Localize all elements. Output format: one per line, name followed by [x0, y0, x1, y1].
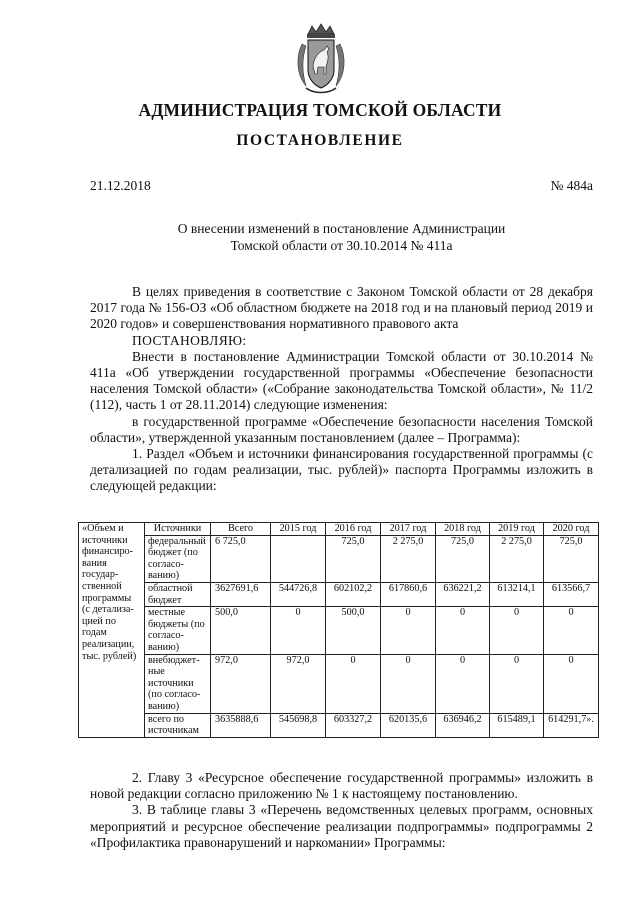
value-cell: 725,0: [544, 535, 599, 582]
table-header-cell: Всего: [211, 523, 271, 536]
source-cell: федеральный бюджет (по согласо- ванию): [145, 535, 211, 582]
value-cell: 545698,8: [271, 713, 326, 737]
table-header-cell: Источники: [145, 523, 211, 536]
table-row-total: [79, 713, 599, 737]
table-header-cell: 2019 год: [490, 523, 544, 536]
table-row: [79, 582, 599, 606]
value-cell: 500,0: [211, 607, 271, 654]
value-cell: 0: [436, 654, 490, 713]
value-cell: 0: [381, 607, 436, 654]
paragraph-amend: Внести в постановление Администрации Томской области от 30.10.2014 № 411а «Об утверждении государственной программы «Обеспечение безопасности населения Томской области» («Собрание законодательства Томской области», № 11/2 (112), часть 1 от 28.11.2014) следующие изменения:: [90, 348, 593, 413]
table-header-cell: 2018 год: [436, 523, 490, 536]
table-row: [79, 654, 599, 713]
document-body: [90, 284, 593, 495]
organization-title: АДМИНИСТРАЦИЯ ТОМСКОЙ ОБЛАСТИ: [138, 100, 502, 120]
table-header-cell: 2016 год: [326, 523, 381, 536]
value-cell: 6 725,0: [211, 535, 271, 582]
source-cell: внебюджет- ные источники (по согласо- ванию): [145, 654, 211, 713]
value-cell: 617860,6: [381, 582, 436, 606]
row-label-cell: «Объем и источники финансиро- вания государ- ственной программы (с детализа- цией по годам реализации, тыс. рублей): [79, 523, 145, 738]
value-cell: 0: [326, 654, 381, 713]
value-cell: 2 275,0: [490, 535, 544, 582]
value-cell: 725,0: [326, 535, 381, 582]
document-number: № 484а: [550, 178, 593, 193]
value-cell: 620135,6: [381, 713, 436, 737]
value-cell: 0: [490, 654, 544, 713]
document-subject: [90, 220, 593, 254]
table-header-cell: 2017 год: [381, 523, 436, 536]
value-cell: 603327,2: [326, 713, 381, 737]
value-cell: 972,0: [211, 654, 271, 713]
paragraph-program: в государственной программе «Обеспечение безопасности населения Томской области», утвержденной указанным постановлением (далее – Программа):: [90, 413, 593, 445]
value-cell: 2 275,0: [381, 535, 436, 582]
value-cell: 0: [271, 607, 326, 654]
table-header-row: [79, 523, 599, 536]
value-cell: 544726,8: [271, 582, 326, 606]
coat-of-arms-icon: [296, 22, 346, 96]
subject-line-2: Томской области от 30.10.2014 № 411а: [230, 238, 453, 253]
document-date: 21.12.2018: [90, 178, 151, 193]
document-type: ПОСТАНОВЛЕНИЕ: [236, 132, 404, 149]
source-cell: всего по источникам: [145, 713, 211, 737]
value-cell: 613566,7: [544, 582, 599, 606]
value-cell: 613214,1: [490, 582, 544, 606]
table-row: [79, 607, 599, 654]
value-cell: 500,0: [326, 607, 381, 654]
document-body-continued: [90, 770, 593, 851]
paragraph-preamble: В целях приведения в соответствие с Законом Томской области от 28 декабря 2017 года № 156-ОЗ «Об областном бюджете на 2018 год и на плановый период 2019 и 2020 годов» и совершенствования нормативного правового акта: [90, 284, 593, 332]
value-cell: 972,0: [271, 654, 326, 713]
value-cell: [271, 535, 326, 582]
value-cell: 725,0: [436, 535, 490, 582]
table-header-cell: 2015 год: [271, 523, 326, 536]
source-cell: местные бюджеты (по согласо- ванию): [145, 607, 211, 654]
paragraph-item-1: 1. Раздел «Объем и источники финансирования государственной программы (с детализацией по годам реализации, тыс. рублей)» паспорта Программы изложить в следующей редакции:: [90, 446, 593, 494]
value-cell: 0: [490, 607, 544, 654]
value-cell: 636221,2: [436, 582, 490, 606]
table-row: [79, 535, 599, 582]
paragraph-item-3: 3. В таблице главы 3 «Перечень ведомственных целевых программ, основных мероприятий и ресурсное обеспечение реализации подпрограммы» подпрограммы 2 «Профилактика правонарушений и наркомании» Программы:: [90, 802, 593, 850]
financing-table: [78, 522, 599, 738]
table-header-cell: 2020 год: [544, 523, 599, 536]
value-cell: 636946,2: [436, 713, 490, 737]
value-cell: 614291,7».: [544, 713, 599, 737]
subject-line-1: О внесении изменений в постановление Администрации: [177, 221, 506, 236]
value-cell: 3635888,6: [211, 713, 271, 737]
decree-word: ПОСТАНОВЛЯЮ:: [132, 332, 247, 348]
paragraph-item-2: 2. Главу 3 «Ресурсное обеспечение государственной программы» изложить в новой редакции согласно приложению № 1 к настоящему постановлению.: [90, 770, 593, 802]
value-cell: 0: [544, 607, 599, 654]
value-cell: 602102,2: [326, 582, 381, 606]
value-cell: 0: [381, 654, 436, 713]
value-cell: 0: [544, 654, 599, 713]
value-cell: 615489,1: [490, 713, 544, 737]
value-cell: 3627691,6: [211, 582, 271, 606]
source-cell: областной бюджет: [145, 582, 211, 606]
value-cell: 0: [436, 607, 490, 654]
